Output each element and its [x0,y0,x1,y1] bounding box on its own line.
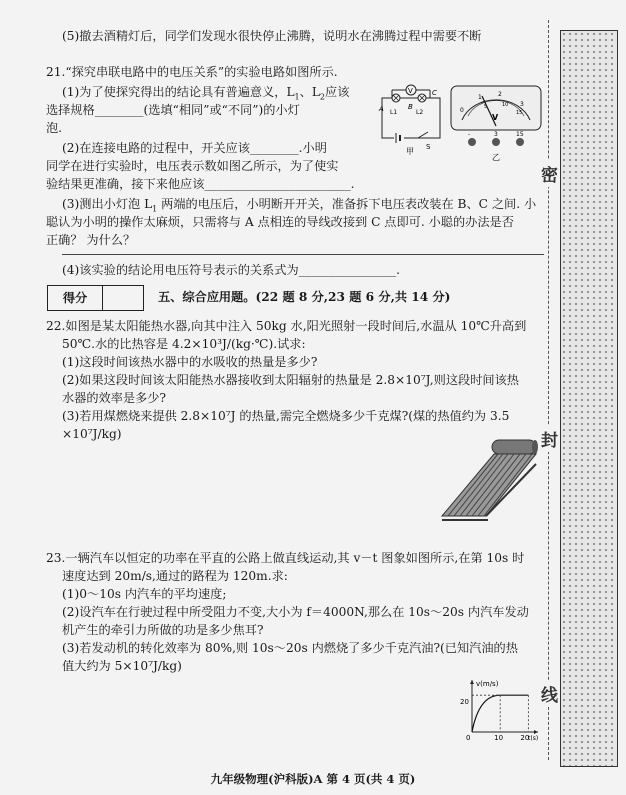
q21-p2-line2: 同学在进行实验时，电压表示数如图乙所示，为了使实 [46,159,339,173]
q21-p3-line3: 正确？ 为什么？ [46,233,136,247]
terminal-minus: - [468,131,471,138]
figure-yi-label: 乙 [492,153,500,162]
graph-x-tick-0: 0 [466,734,471,742]
graph-x-tick-10: 10 [494,734,504,742]
q21-p1-line3: 泡. [46,121,63,135]
side-char-xian: 线 [540,680,559,707]
q21-p3-line2: 聪认为小明的操作太麻烦，只需将与 A 点相连的导线改接到 C 点即可. 小聪的办法是否 [46,215,514,229]
q21-title: 21.“探究串联电路中的电压关系”的实验电路如图所示. [46,65,338,79]
graph-ylabel: v(m/s) [476,680,499,688]
lamp-l2-label: L2 [416,109,424,116]
q22-line5: 水器的效率是多少? [62,391,167,405]
q22-line2: 50℃.水的比热容是 4.2×10³J/(kg·℃).试求: [62,337,306,351]
meter-tick-2: 2 [498,91,502,98]
lamp-l1-label: L1 [390,109,398,116]
meter-tick-5: 5 [484,104,488,110]
meter-tick-10: 10 [502,102,509,108]
q21-p1-line1: (1)为了使探究得出的结论具有普遍意义，$L_1$、$L_2$应该 [62,85,350,102]
q23-line4: (2)设汽车在行驶过程中所受阻力不变,大小为 f＝4000N,那么在 10s～20s 内汽车发动 [62,605,529,619]
score-label: 得分 [48,286,103,310]
terminal-3: 3 [494,131,498,138]
q22-line1: 22.如图是某太阳能热水器,向其中注入 50kg 水,阳光照射一段时间后,水温从 10℃升高到 [46,319,527,333]
q21-p4: (4)该实验的结论用电压符号表示的关系式为________________. [62,263,401,277]
voltmeter-label: V [408,87,413,95]
page-footer: 九年级物理(沪科版)A 第 4 页(共 4 页) [210,772,416,786]
q22-line7: ×10⁷J/kg) [62,427,122,441]
graph-xlabel: t(s) [528,735,539,742]
meter-v-label: V [492,113,499,122]
meter-tick-0: 0 [460,107,464,114]
q21-p2-line3: 验结果更准确，接下来他应该________________________. [46,177,355,191]
q23-line7: 值大约为 5×10⁷J/kg) [62,659,182,673]
graph-y-tick-20: 20 [460,698,469,706]
score-box [47,285,144,311]
q23-line2: 速度达到 20m/s,通过的路程为 120m.求: [62,569,288,583]
q23-line6: (3)若发动机的转化效率为 80%,则 10s～20s 内燃烧了多少千克汽油?(已知汽油的热 [62,641,518,655]
binding-strip [560,30,618,767]
binding-dashed-line [548,20,549,760]
voltmeter-dial [448,82,544,164]
q22-line4: (2)如果这段时间该太阳能热水器接收到太阳辐射的热量是 2.8×10⁷J,则这段时间该热 [62,373,519,387]
answer-line [62,254,544,255]
side-char-mi: 密 [540,160,559,187]
q22-line6: (3)若用煤燃烧来提供 2.8×10⁷J 的热量,需完全燃烧多少千克煤?(煤的热值约为 3.5 [62,409,510,423]
point-b-label: B [408,103,413,111]
section5-title: 五、综合应用题。(22 题 8 分,23 题 6 分,共 14 分) [158,290,451,304]
q21-p2-line1: (2)在连接电路的过程中，开关应该________.小明 [62,141,327,155]
q23-line3: (1)0～10s 内汽车的平均速度; [62,587,227,601]
solar-heater-image [438,430,542,530]
vt-graph [456,676,542,742]
q23-line5: 机产生的牵引力所做的功是多少焦耳? [62,623,264,637]
switch-label: S [426,143,431,151]
q22-line3: (1)这段时间该热水器中的水吸收的热量是多少? [62,355,318,369]
meter-tick-15: 15 [516,110,523,116]
point-c-label: C [432,89,437,97]
q21-p3-line1: (3)测出小灯泡 $L_1$ 两端的电压后，小明断开开关，准备拆下电压表改装在 B、C 之间. 小 [62,197,537,214]
figure-jia-label: 甲 [406,147,414,156]
meter-tick-1: 1 [478,94,482,101]
circuit-diagram [378,84,448,156]
terminal-15: 15 [516,131,524,138]
graph-x-tick-20: 20 [520,734,530,742]
point-a-label: A [379,105,384,113]
q23-line1: 23.一辆汽车以恒定的功率在平直的公路上做直线运动,其 v－t 图象如图所示,在第 10s 时 [46,551,525,565]
q21-p1-line2: 选择规格________(选填“相同”或“不同”)的小灯 [46,103,300,117]
side-char-feng: 封 [540,425,559,452]
meter-tick-3: 3 [520,101,524,108]
q20-line5: (5)撤去酒精灯后，同学们发现水很快停止沸腾，说明水在沸腾过程中需要不断 [62,29,482,43]
